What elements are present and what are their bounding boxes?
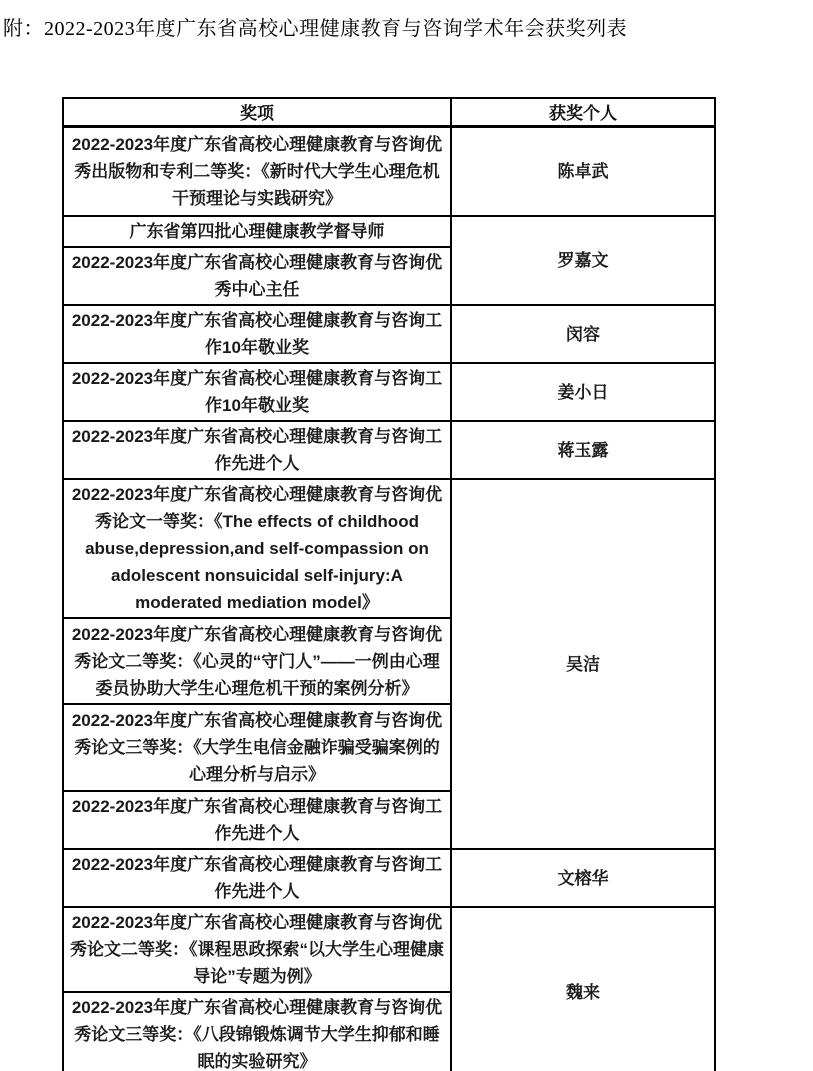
table-row (63, 907, 715, 992)
table-row (63, 126, 715, 216)
table-header-row (63, 98, 715, 126)
award-cell: 2022-2023年度广东省高校心理健康教育与咨询优秀论文三等奖：《大学生电信金融诈骗受骗案例的心理分析与启示》 (63, 704, 451, 791)
table-row (63, 479, 715, 618)
winner-cell: 罗嘉文 (451, 216, 715, 305)
award-cell: 2022-2023年度广东省高校心理健康教育与咨询优秀论文二等奖：《心灵的“守门人”——一例由心理委员协助大学生心理危机干预的案例分析》 (63, 618, 451, 704)
page-title: 附：2022-2023年度广东省高校心理健康教育与咨询学术年会获奖列表 (3, 18, 628, 40)
award-cell: 2022-2023年度广东省高校心理健康教育与咨询优秀出版物和专利二等奖：《新时代大学生心理危机干预理论与实践研究》 (63, 126, 451, 216)
award-cell: 广东省第四批心理健康教学督导师 (63, 216, 451, 247)
award-cell: 2022-2023年度广东省高校心理健康教育与咨询优秀论文二等奖：《课程思政探索“以大学生心理健康导论”专题为例》 (63, 907, 451, 992)
table-row (63, 849, 715, 907)
award-cell: 2022-2023年度广东省高校心理健康教育与咨询工作10年敬业奖 (63, 363, 451, 421)
table-row (63, 216, 715, 247)
winner-cell: 魏来 (451, 907, 715, 1071)
winner-cell: 文榕华 (451, 849, 715, 907)
award-cell: 2022-2023年度广东省高校心理健康教育与咨询优秀中心主任 (63, 247, 451, 305)
winner-cell: 陈卓武 (451, 126, 715, 216)
award-column-header: 奖项 (63, 98, 451, 126)
table-row (63, 305, 715, 363)
winner-cell: 蒋玉露 (451, 421, 715, 479)
award-cell: 2022-2023年度广东省高校心理健康教育与咨询优秀论文三等奖：《八段锦锻炼调节大学生抑郁和睡眠的实验研究》 (63, 992, 451, 1071)
winner-cell: 吴洁 (451, 479, 715, 849)
table-row (63, 363, 715, 421)
winner-column-header: 获奖个人 (451, 98, 715, 126)
award-cell: 2022-2023年度广东省高校心理健康教育与咨询工作先进个人 (63, 421, 451, 479)
award-cell: 2022-2023年度广东省高校心理健康教育与咨询工作先进个人 (63, 849, 451, 907)
award-cell: 2022-2023年度广东省高校心理健康教育与咨询工作10年敬业奖 (63, 305, 451, 363)
winner-cell: 闵容 (451, 305, 715, 363)
winner-cell: 姜小日 (451, 363, 715, 421)
award-table (62, 97, 716, 1071)
table-row (63, 421, 715, 479)
award-cell: 2022-2023年度广东省高校心理健康教育与咨询优秀论文一等奖：《The effects of childhood abuse,depression,and self-compassion on adolescent nonsuicidal self-injury:A moderated mediation model》 (63, 479, 451, 618)
award-cell: 2022-2023年度广东省高校心理健康教育与咨询工作先进个人 (63, 791, 451, 849)
